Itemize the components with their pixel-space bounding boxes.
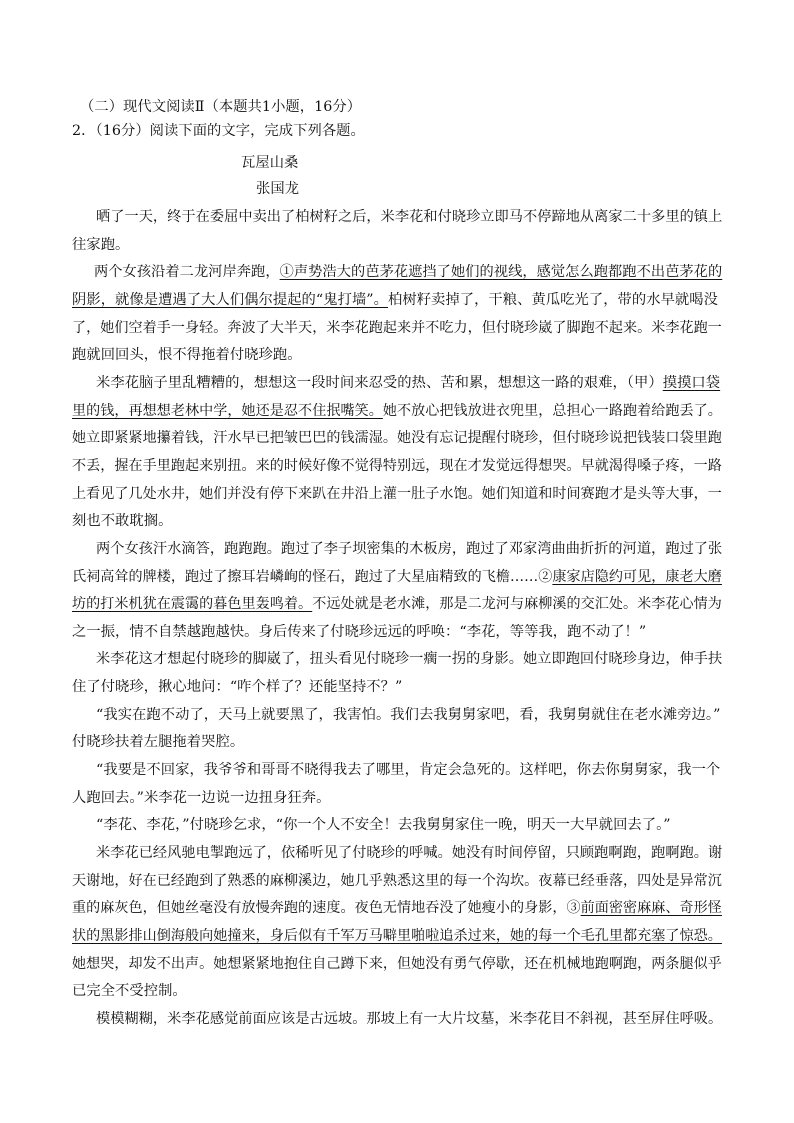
- paragraph-3-line-4: 不丢，握在手里跑起来别扭。来的时候好像不觉得特别远，现在才发觉远得想哭。早就渴得嗓子疼，一路: [72, 458, 722, 474]
- paragraph-2-text: 两个女孩沿着二龙河岸奔跑，: [94, 264, 280, 280]
- paragraph-9-line-5: 她想哭，却发不出声。她想紧紧地抱住自己蹲下来，但她没有勇气停歇，还在机械地跑啊跑，两条腿似乎: [72, 956, 722, 972]
- paragraph-2-text: 柏树籽卖掉了，干粮、黄瓜吃光了，带的水早就喝没: [388, 292, 718, 308]
- paragraph-9-line-3: [72, 898, 722, 918]
- paragraph-7-line-2: 人跑回去。”米李花一边说一边扭身狂奔。: [72, 790, 331, 806]
- paragraph-2-line-1: [94, 262, 722, 282]
- paragraph-3-text: 米李花脑子里乱糟糟的，想想这一段时间来忍受的热、苦和累，想想这一路的艰难，（甲）: [96, 375, 663, 391]
- paragraph-4-line-3: [72, 594, 722, 614]
- paragraph-3-line-3: 她立即紧紧地攥着钱，汗水早已把皱巴巴的钱濡湿。她没有忘记提醒付晓珍，但付晓珍说把钱装口袋里跑: [72, 430, 722, 446]
- paragraph-10-line-1: 模模糊糊，米李花感觉前面应该是古远坡。那坡上有一大片坟墓，米李花目不斜视，甚至屏住呼吸。: [96, 1011, 723, 1027]
- paragraph-6-line-1: “我实在跑不动了，天马上就要黑了，我害怕。我们去我舅舅家吧，看，我舅舅就住在老水滩旁边。”: [96, 707, 721, 723]
- underlined-sentence-2: 康家店隐约可见，康老大磨: [552, 569, 722, 585]
- paragraph-9-line-6: 已完全不受控制。: [72, 983, 187, 999]
- underlined-phrase-jia: 摸摸口袋: [662, 375, 721, 391]
- paragraph-4-line-1: 两个女孩汗水滴答，跑跑跑。跑过了李子坝密集的木板房，跑过了邓家湾曲曲折折的河道，跑过了张: [96, 541, 723, 557]
- paragraph-4-text: 不远处就是老水滩，那是二龙河与麻柳溪的交汇处。米李花心情为: [312, 596, 722, 612]
- paragraph-5-line-2: 住了付晓珍，揪心地问：“咋个样了？还能坚持不？”: [72, 679, 403, 695]
- paragraph-2-line-4: 跑就回回头，恨不得拖着付晓珍跑。: [72, 347, 302, 363]
- underlined-phrase-jia-cont: 里的钱，再想想老林中学，她还是忍不住抿嘴笑。: [72, 403, 383, 419]
- paragraph-9-line-2: 天谢地，好在已经跑到了熟悉的麻柳溪边，她几乎熟悉这里的每一个沟坎。夜幕已经垂落，四处是异常沉: [72, 873, 722, 889]
- paragraph-3-line-6: 刻也不敢耽搁。: [72, 513, 173, 529]
- paragraph-4-line-4: 之一振，情不自禁越跑越快。身后传来了付晓珍远远的呼唤：“李花，等等我，跑不动了！”: [72, 624, 647, 640]
- paragraph-3-line-5: 上看见了几处水井，她们并没有停下来趴在井沿上灌一肚子水饱。她们知道和时间赛跑才是头等大事，一: [72, 486, 722, 502]
- question-prompt: 2．（16分）阅读下面的文字，完成下列各题。: [72, 123, 365, 139]
- underlined-sentence-1-cont: 阴影，就像是遭遇了大人们偶尔提起的“鬼打墙”。: [72, 292, 388, 308]
- paragraph-9-text: 重的麻灰色，但她丝毫没有放慢奔跑的速度。夜色无情地吞没了她瘦小的身影，③: [72, 900, 581, 916]
- paragraph-1-line-1: 晒了一天，终于在委屈中卖出了柏树籽之后，米李花和付晓珍立即马不停蹄地从离家二十多里的镇上: [96, 209, 723, 225]
- paragraph-1-line-2: 往家跑。: [72, 237, 130, 253]
- paragraph-3-line-2: [72, 401, 722, 421]
- section-heading: （二）现代文阅读Ⅱ（本题共1小题，16分）: [80, 99, 362, 115]
- paragraph-4-line-2: [72, 567, 722, 587]
- underlined-sentence-2-cont: 坊的打米机犹在震霭的暮色里轰鸣着。: [72, 596, 313, 612]
- paragraph-2-line-3: 了，她们空着手一身轻。奔波了大半天，米李花跑起来并不吃力，但付晓珍崴了脚跑不起来。米李花跑一: [72, 320, 722, 336]
- article-author: 张国龙: [256, 181, 300, 197]
- paragraph-2-line-2: [72, 290, 718, 310]
- underlined-sentence-3-cont: 状的黑影排山倒海般向她撞来，身后似有千军万马噼里啪啦追杀过来，她的每一个毛孔里都充塞了惊恐。: [72, 928, 722, 944]
- paragraph-4-text: 氏祠高耸的牌楼，跑过了擦耳岩嶙峋的怪石，跑过了大星庙精致的飞檐……②: [72, 569, 553, 585]
- paragraph-7-line-1: “我要是不回家，我爷爷和哥哥不晓得我去了哪里，肯定会急死的。这样吧，你去你舅舅家，我一个: [96, 762, 721, 778]
- paragraph-3-line-1: [96, 373, 720, 393]
- paragraph-9-line-1: 米李花已经风驰电掣跑远了，依稀听见了付晓珍的呼喊。她没有时间停留，只顾跑啊跑，跑啊跑。谢: [96, 845, 723, 861]
- underlined-sentence-1: ①声势浩大的芭茅花遮挡了她们的视线，感觉怎么跑都跑不出芭茅花的: [279, 264, 723, 280]
- underlined-sentence-3: 前面密密麻麻、奇形怪: [580, 900, 722, 916]
- paragraph-6-line-2: 付晓珍扶着左腿拖着哭腔。: [72, 734, 245, 750]
- paragraph-9-line-4: [72, 926, 722, 946]
- paragraph-5-line-1: 米李花这才想起付晓珍的脚崴了，扭头看见付晓珍一瘸一拐的身影。她立即跑回付晓珍身边，伸手扶: [96, 651, 723, 667]
- article-title: 瓦屋山桑: [241, 155, 299, 171]
- paragraph-8-line-1: “李花、李花，”付晓珍乞求，“你一个人不安全！去我舅舅家住一晚，明天一大早就回去了。”: [96, 817, 671, 833]
- paragraph-3-text: 她不放心把钱放进衣兜里，总担心一路跑着给跑丢了。: [382, 403, 722, 419]
